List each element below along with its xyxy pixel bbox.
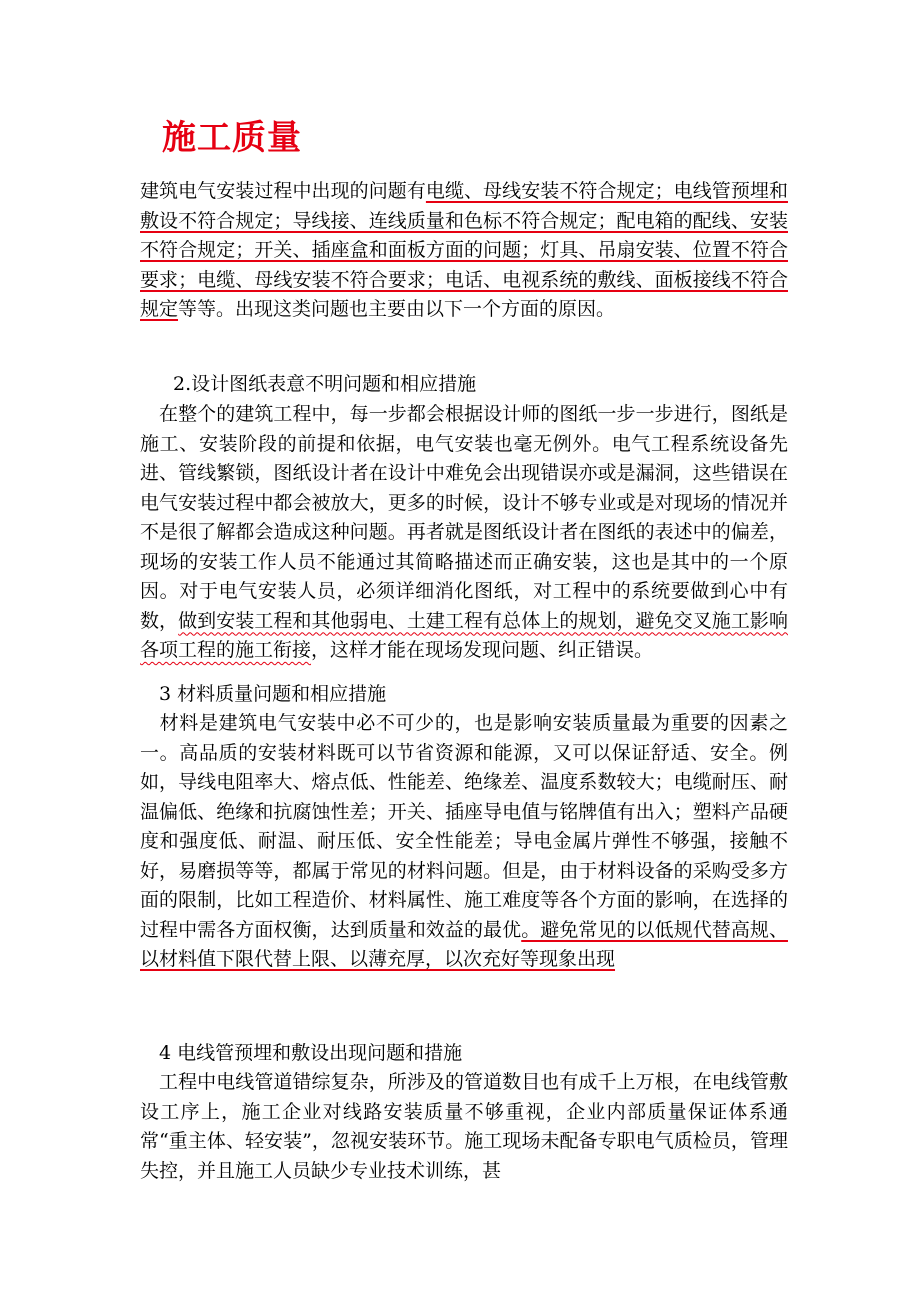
section-2-paragraph [140, 400, 788, 666]
section-3-paragraph [140, 709, 788, 975]
intro-text-end: 等等。出现这类问题也主要由以下一个方面的原因。 [178, 298, 616, 320]
section-2-body-end: ，这样才能在现场发现问题、纠正错误。 [311, 639, 654, 661]
section-2-heading: 2.设计图纸表意不明问题和相应措施 [173, 373, 477, 395]
section-3-body: 材料是建筑电气安装中必不可少的，也是影响安装质量最为重要的因素之一。高品质的安装材料既可以节省资源和能源，又可以保证舒适、安全。例如，导线电阻率大、熔点低、性能差、绝缘差、温度系数较大；电缆耐压、耐温偏低、绝缘和抗腐蚀性差；开关、插座导电值与铭牌值有出入；塑料产品硬度和强度低、耐温、耐压低、安全性能差；导电金属片弹性不够强，接触不好，易磨损等等，都属于常见的材料问题。但是，由于材料设备的采购受多方面的限制，比如工程造价、材料属性、施工难度等各个方面的影响，在选择的过程中需各方面权衡，达到质量和效益的最优 [140, 712, 788, 941]
section-4-body: 工程中电线管道错综复杂，所涉及的管道数目也有成千上万根，在电线管敷设工序上，施工企业对线路安装质量不够重视，企业内部质量保证体系通常“重主体、轻安装”，忽视安装环节。施工现场未配备专职电气质检员，管理失控，并且施工人员缺少专业技术训练，甚 [140, 1071, 788, 1182]
intro-text: 建筑电气安装过程中出现的问题有 [140, 180, 426, 202]
intro-underlined-text: 电缆、母线安装不符合规定；电线管预埋和敷设不符合规定；导线接、连线质量和色标不符合规定；配电箱的配线、安装不符合规定；开关、插座盒和面板方面的问题；灯具、吊扇安装、位置不符合要求；电缆、母线安装不符合要求；电话、电视系统的敷线、面板接线不符合规定 [140, 180, 788, 320]
section-3-heading: 3 材料质量问题和相应措施 [159, 683, 387, 705]
intro-paragraph [140, 177, 788, 325]
section-4-heading: 4 电线管预埋和敷设出现问题和措施 [159, 1042, 463, 1064]
page-title: 施工质量 [162, 118, 302, 158]
section-2-wavy-underlined-text: 做到安装工程和其他弱电、土建工程有总体上的规划，避免交叉施工影响各项工程的施工衔接 [140, 609, 788, 661]
section-2-body: 在整个的建筑工程中，每一步都会根据设计师的图纸一步一步进行，图纸是施工、安装阶段的前提和依据，电气安装也毫无例外。电气工程系统设备先进、管线繁锁，图纸设计者在设计中难免会出现错误亦或是漏洞，这些错误在电气安装过程中都会被放大，更多的时候，设计不够专业或是对现场的情况并不是很了解都会造成这种问题。再者就是图纸设计者在图纸的表述中的偏差，现场的安装工作人员不能通过其简略描述而正确安装，这也是其中的一个原因。对于电气安装人员，必须详细消化图纸，对工程中的系统要做到心中有数， [140, 403, 788, 632]
section-4-paragraph [140, 1068, 788, 1186]
section-3-underlined-text: 。避免常见的以低规代替高规、以材料值下限代替上限、以薄充厚，以次充好等现象出现 [140, 918, 788, 970]
